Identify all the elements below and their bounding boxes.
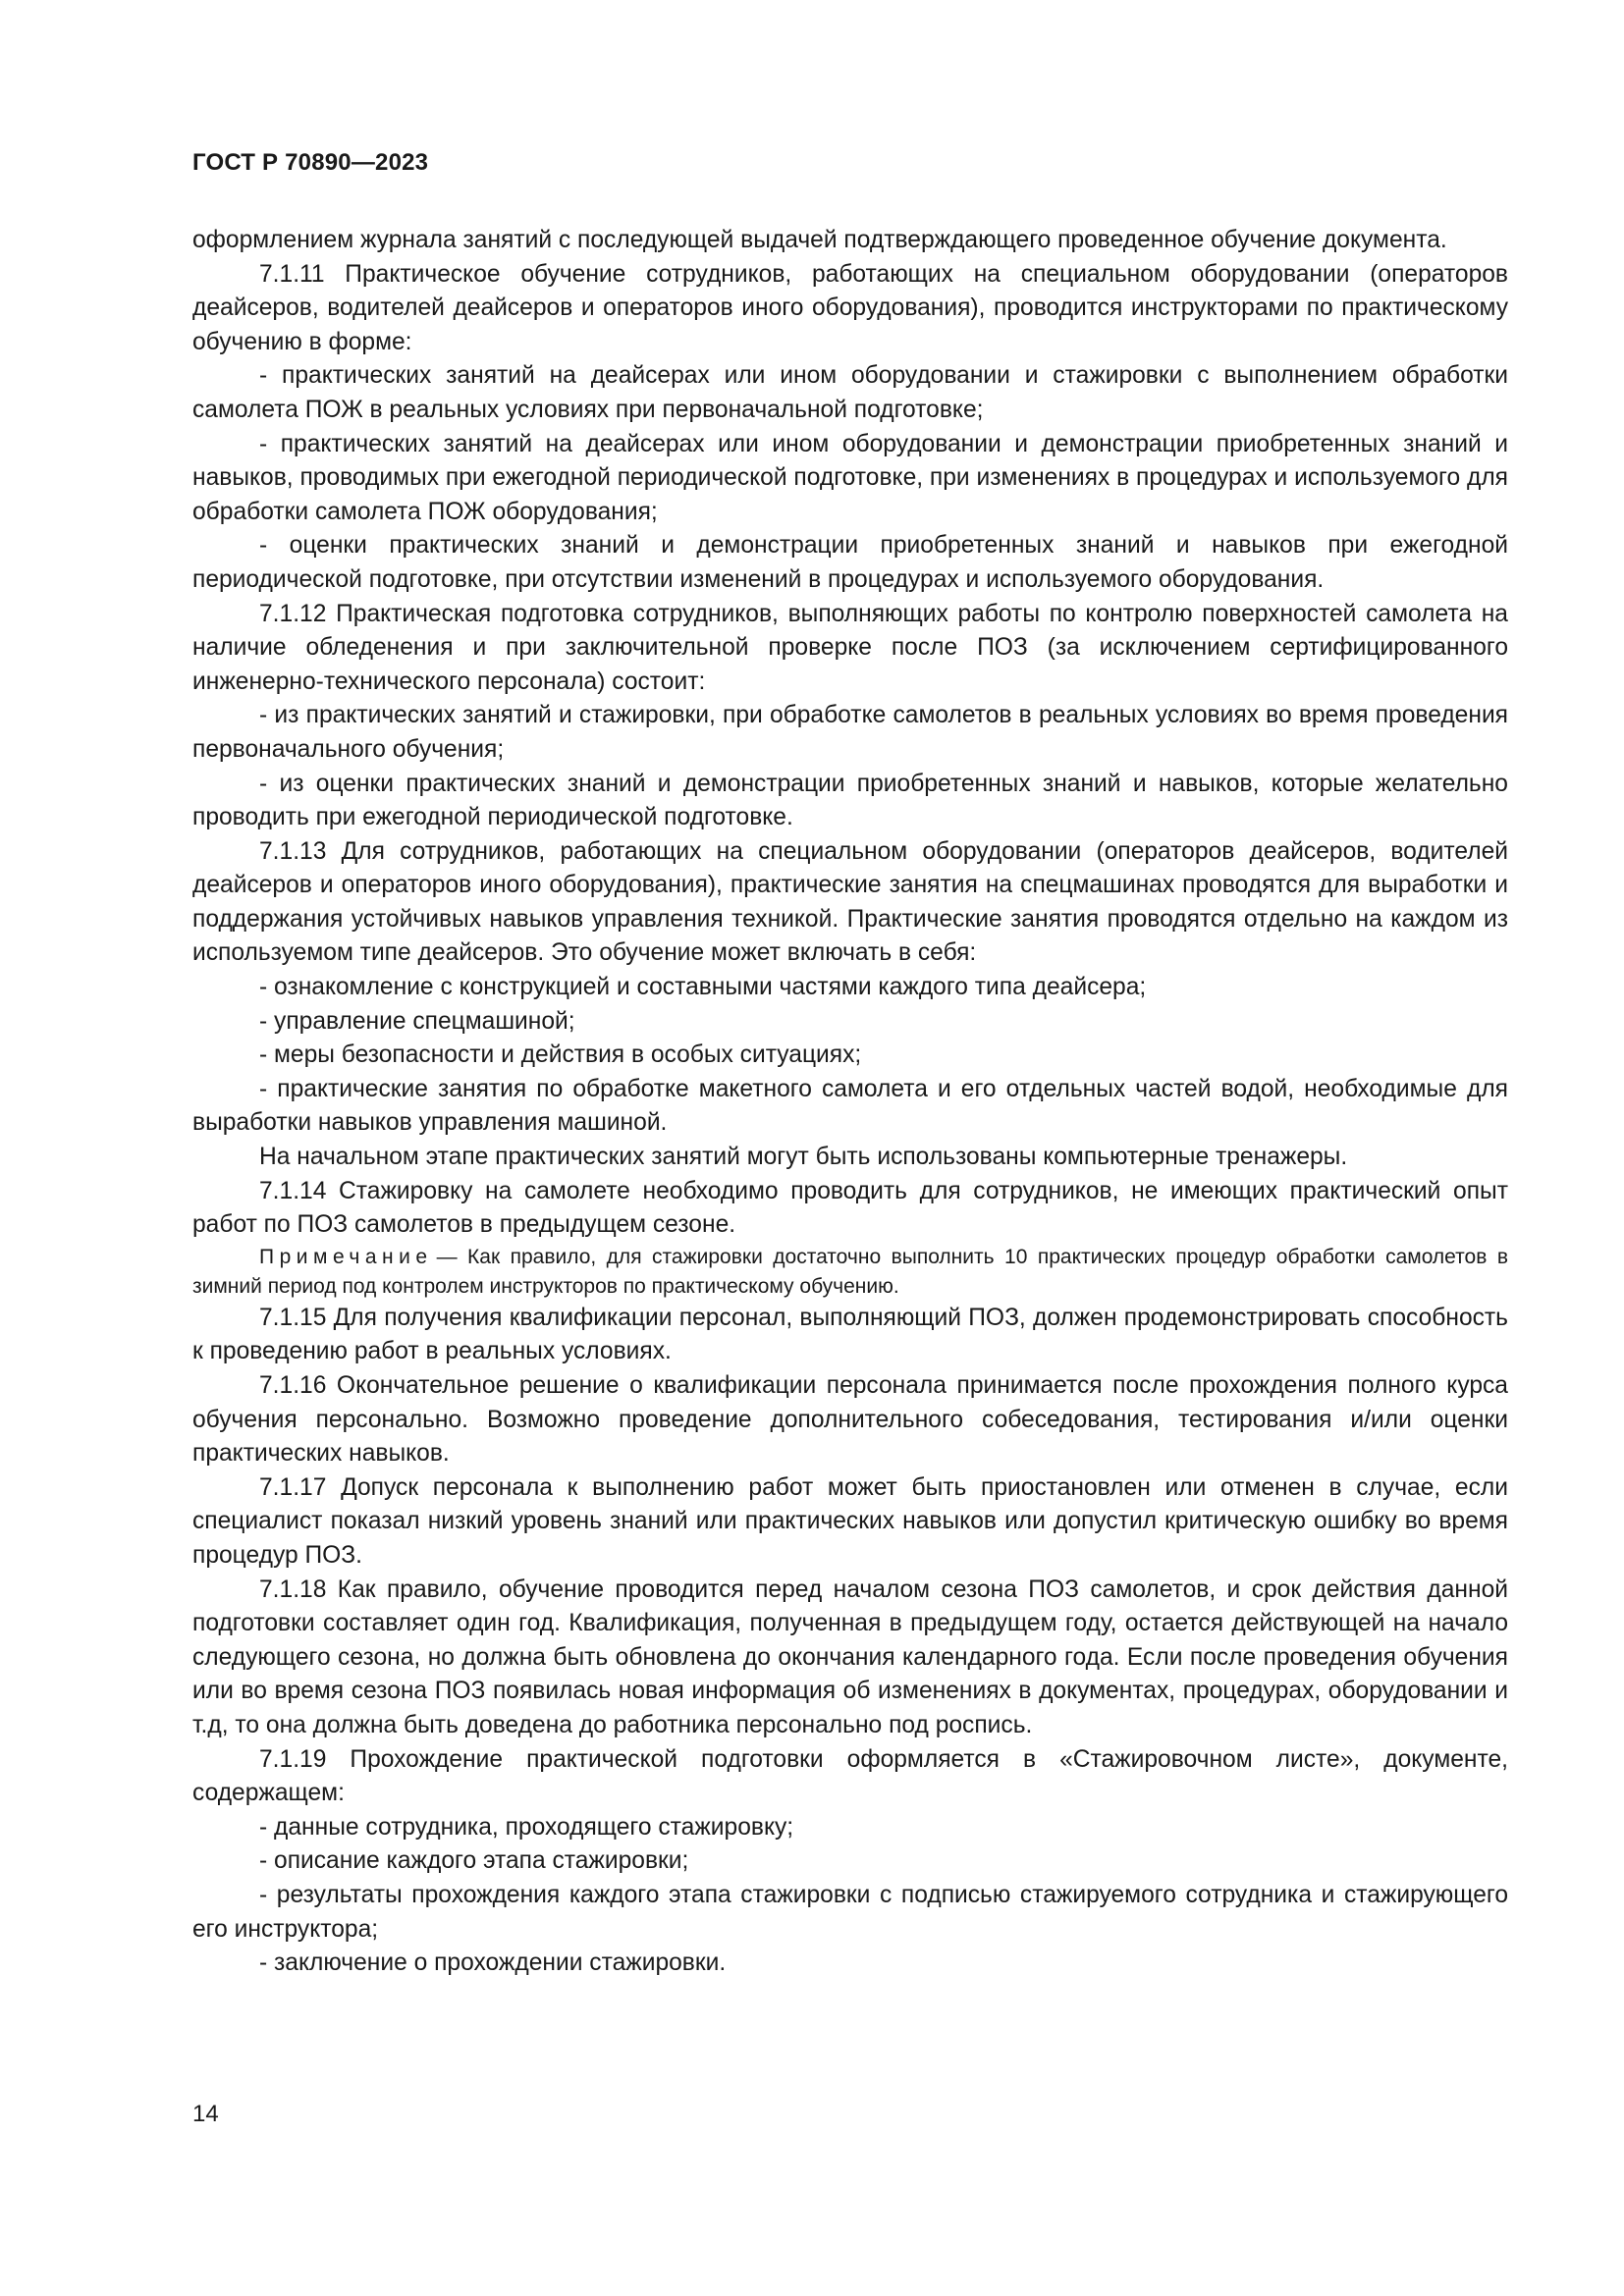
note	[192, 1243, 1508, 1302]
paragraph-continuation: оформлением журнала занятий с последующей выдачей подтверждающего проведенное обучение документа.	[192, 227, 1447, 253]
list-item: - результаты прохождения каждого этапа стажировки с подписью стажируемого сотрудника и стажирующего его инструктора;	[192, 1881, 1508, 1943]
list-item: - меры безопасности и действия в особых ситуациях;	[259, 1041, 862, 1069]
list-item: - данные сотрудника, проходящего стажировку;	[259, 1813, 794, 1841]
list-item: - заключение о прохождении стажировки.	[259, 1949, 727, 1977]
list-item: - описание каждого этапа стажировки;	[259, 1847, 689, 1875]
paragraph-7-1-18: 7.1.18 Как правило, обучение проводится перед началом сезона ПОЗ самолетов, и срок действия данной подготовки составляет один год. Квалификация, полученная в предыдущем году, остается действующей на начало следующего сезона, но должна быть обновлена до окончания календарного года. Если после проведения обучения или во время сезона ПОЗ появилась новая информация об изменениях в документах, процедурах, оборудовании и т.д, то она должна быть доведена до работника персонально под роспись.	[192, 1575, 1508, 1738]
paragraph-7-1-11: 7.1.11 Практическое обучение сотрудников, работающих на специальном оборудовании (операторов деайсеров, водителей деайсеров и операторов иного оборудования), проводится инструкторами по практическому обучению в форме:	[192, 260, 1508, 355]
list-item: - практических занятий на деайсерах или ином оборудовании и стажировки с выполнением обработки самолета ПОЖ в реальных условиях при первоначальной подготовке;	[192, 362, 1508, 423]
list-item: - из практических занятий и стажировки, при обработке самолетов в реальных условиях во время проведения первоначального обучения;	[192, 702, 1508, 763]
note-text: — Как правило, для стажировки достаточно выполнить 10 практических процедур обработки самолетов в зимний период под контролем инструкторов по практическому обучению.	[192, 1245, 1508, 1298]
paragraph-7-1-15: 7.1.15 Для получения квалификации персонал, выполняющий ПОЗ, должен продемонстрировать способность к проведению работ в реальных условиях.	[192, 1304, 1508, 1365]
paragraph-7-1-19: 7.1.19 Прохождение практической подготовки оформляется в «Стажировочном листе», документе, содержащем:	[192, 1745, 1508, 1807]
paragraph-simulators: На начальном этапе практических занятий могут быть использованы компьютерные тренажеры.	[259, 1144, 1348, 1171]
paragraph-7-1-14: 7.1.14 Стажировку на самолете необходимо проводить для сотрудников, не имеющих практический опыт работ по ПОЗ самолетов в предыдущем сезоне.	[192, 1177, 1508, 1239]
list-item: - практических занятий на деайсерах или ином оборудовании и демонстрации приобретенных знаний и навыков, проводимых при ежегодной периодической подготовке, при изменениях в процедурах и используемого для обработки самолета ПОЖ оборудования;	[192, 430, 1508, 525]
paragraph-7-1-13: 7.1.13 Для сотрудников, работающих на специальном оборудовании (операторов деайсеров, водителей деайсеров и операторов иного оборудования), практические занятия на спецмашинах проводятся для выработки и поддержания устойчивых навыков управления техникой. Практические занятия проводятся отдельно на каждом из используемом типе деайсеров. Это обучение может включать в себя:	[192, 837, 1508, 967]
paragraph-7-1-16: 7.1.16 Окончательное решение о квалификации персонала принимается после прохождения полного курса обучения персонально. Возможно проведение дополнительного собеседования, тестирования и/или оценки практических навыков.	[192, 1372, 1508, 1468]
page-number: 14	[192, 2101, 219, 2127]
list-item: - ознакомление с конструкцией и составными частями каждого типа деайсера;	[259, 974, 1147, 1001]
note-prefix: Примечание	[259, 1245, 433, 1268]
list-item: - оценки практических знаний и демонстрации приобретенных знаний и навыков при ежегодной периодической подготовке, при отсутствии изменений в процедурах и используемого оборудования.	[192, 532, 1508, 593]
list-item: - управление спецмашиной;	[259, 1007, 575, 1035]
document-header: ГОСТ Р 70890—2023	[192, 149, 429, 176]
list-item: - практические занятия по обработке макетного самолета и его отдельных частей водой, необходимые для выработки навыков управления машиной.	[192, 1075, 1508, 1137]
document-body	[192, 224, 1508, 1981]
paragraph-7-1-12: 7.1.12 Практическая подготовка сотрудников, выполняющих работы по контролю поверхностей самолета на наличие обледенения и при заключительной проверке после ПОЗ (за исключением сертифицированного инженерно-технического персонала) состоит:	[192, 600, 1508, 695]
list-item: - из оценки практических знаний и демонстрации приобретенных знаний и навыков, которые желательно проводить при ежегодной периодической подготовке.	[192, 770, 1508, 831]
paragraph-7-1-17: 7.1.17 Допуск персонала к выполнению работ может быть приостановлен или отменен в случае, если специалист показал низкий уровень знаний или практических навыков или допустил критическую ошибку во время процедур ПОЗ.	[192, 1473, 1508, 1569]
